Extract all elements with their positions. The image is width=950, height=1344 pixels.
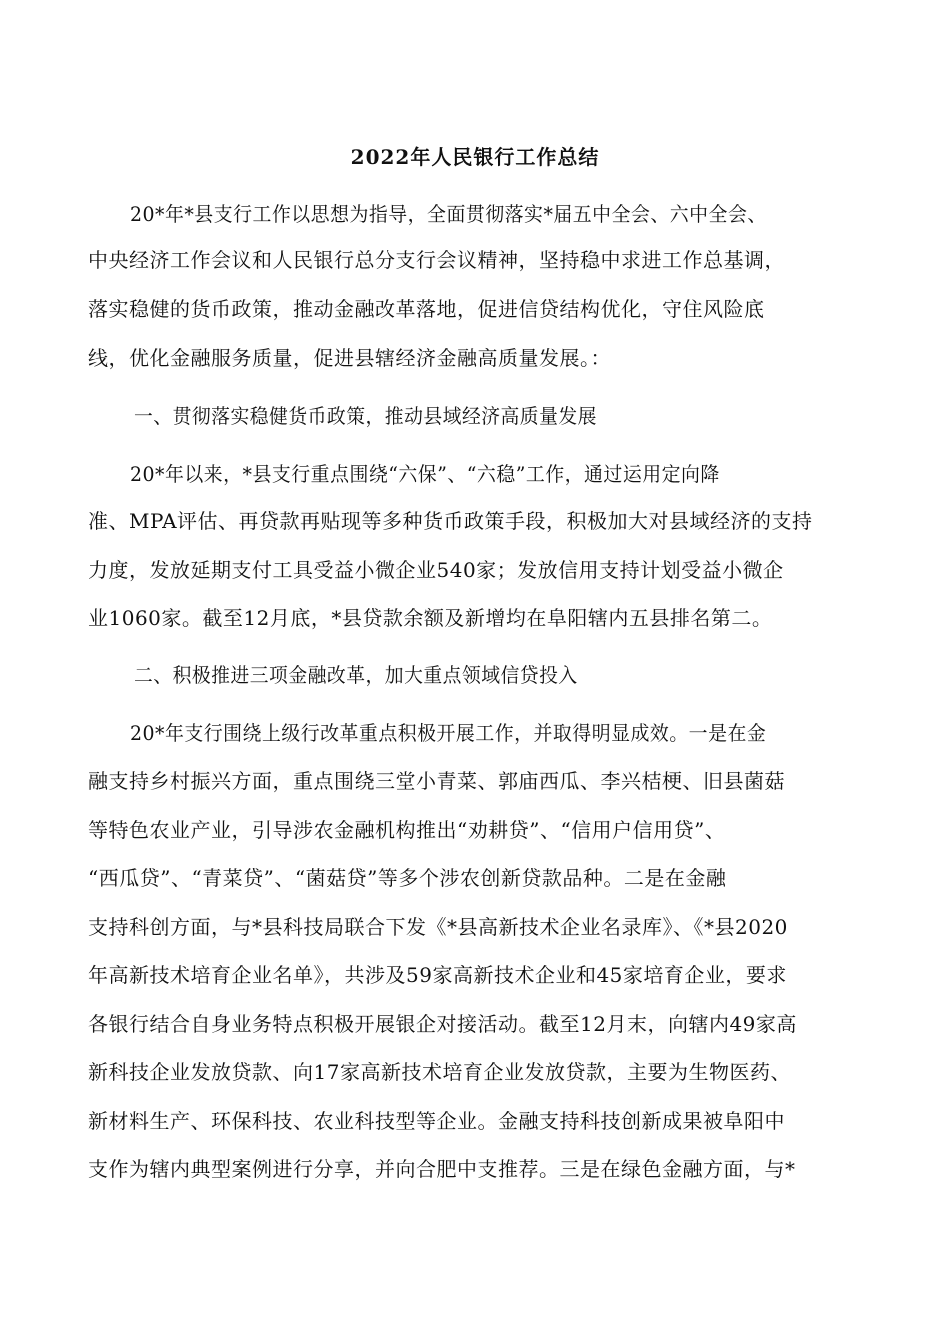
paragraph-line: “西瓜贷”、“青菜贷”、“菌菇贷”等多个涉农创新贷款品种。二是在金融 [88,866,727,890]
paragraph-line: 融支持乡村振兴方面，重点围绕三堂小青菜、郭庙西瓜、李兴桔梗、旧县菌菇 [88,769,785,793]
paragraph-line: 新材料生产、环保科技、农业科技型等企业。金融支持科技创新成果被阜阳中 [88,1109,785,1133]
paragraph-line: 新科技企业发放贷款、向17家高新技术培育企业发放贷款，主要为生物医药、 [88,1060,791,1084]
paragraph-line: 20*年*县支行工作以思想为指导，全面贯彻落实*届五中全会、六中全会、 [130,202,767,226]
paragraph-line: 准、MPA评估、再贷款再贴现等多种货币政策手段，积极加大对县域经济的支持 [88,509,813,533]
paragraph-line: 业1060家。截至12月底，*县贷款余额及新增均在阜阳辖内五县排名第二。 [88,606,773,630]
section-heading: 一、贯彻落实稳健货币政策，推动县域经济高质量发展 [134,404,597,428]
paragraph-line: 落实稳健的货币政策，推动金融改革落地，促进信贷结构优化，守住风险底 [88,297,765,321]
paragraph-line: 年高新技术培育企业名单》，共涉及59家高新技术企业和45家培育企业，要求 [88,963,787,987]
document-title: 2022年人民银行工作总结 [350,145,600,169]
paragraph-line: 支作为辖内典型案例进行分享，并向合肥中支推荐。三是在绿色金融方面，与* [88,1157,796,1181]
paragraph-line: 20*年支行围绕上级行改革重点积极开展工作，并取得明显成效。一是在金 [130,721,767,745]
paragraph-line: 力度，发放延期支付工具受益小微企业540家；发放信用支持计划受益小微企 [88,558,784,582]
paragraph-line: 20*年以来，*县支行重点围绕“六保”、“六稳”工作，通过运用定向降 [130,462,720,486]
paragraph-line: 线，优化金融服务质量，促进县辖经济金融高质量发展。： [88,346,611,370]
section-heading: 二、积极推进三项金融改革，加大重点领域信贷投入 [134,663,578,687]
paragraph-line: 中央经济工作会议和人民银行总分支行会议精神，坚持稳中求进工作总基调， [88,248,785,272]
paragraph-line: 等特色农业产业，引导涉农金融机构推出“劝耕贷”、“信用户信用贷”、 [88,818,726,842]
paragraph-line: 各银行结合自身业务特点积极开展银企对接活动。截至12月末，向辖内49家高 [88,1012,797,1036]
paragraph-line: 支持科创方面，与*县科技局联合下发《*县高新技术企业名录库》、《*县2020 [88,915,788,939]
